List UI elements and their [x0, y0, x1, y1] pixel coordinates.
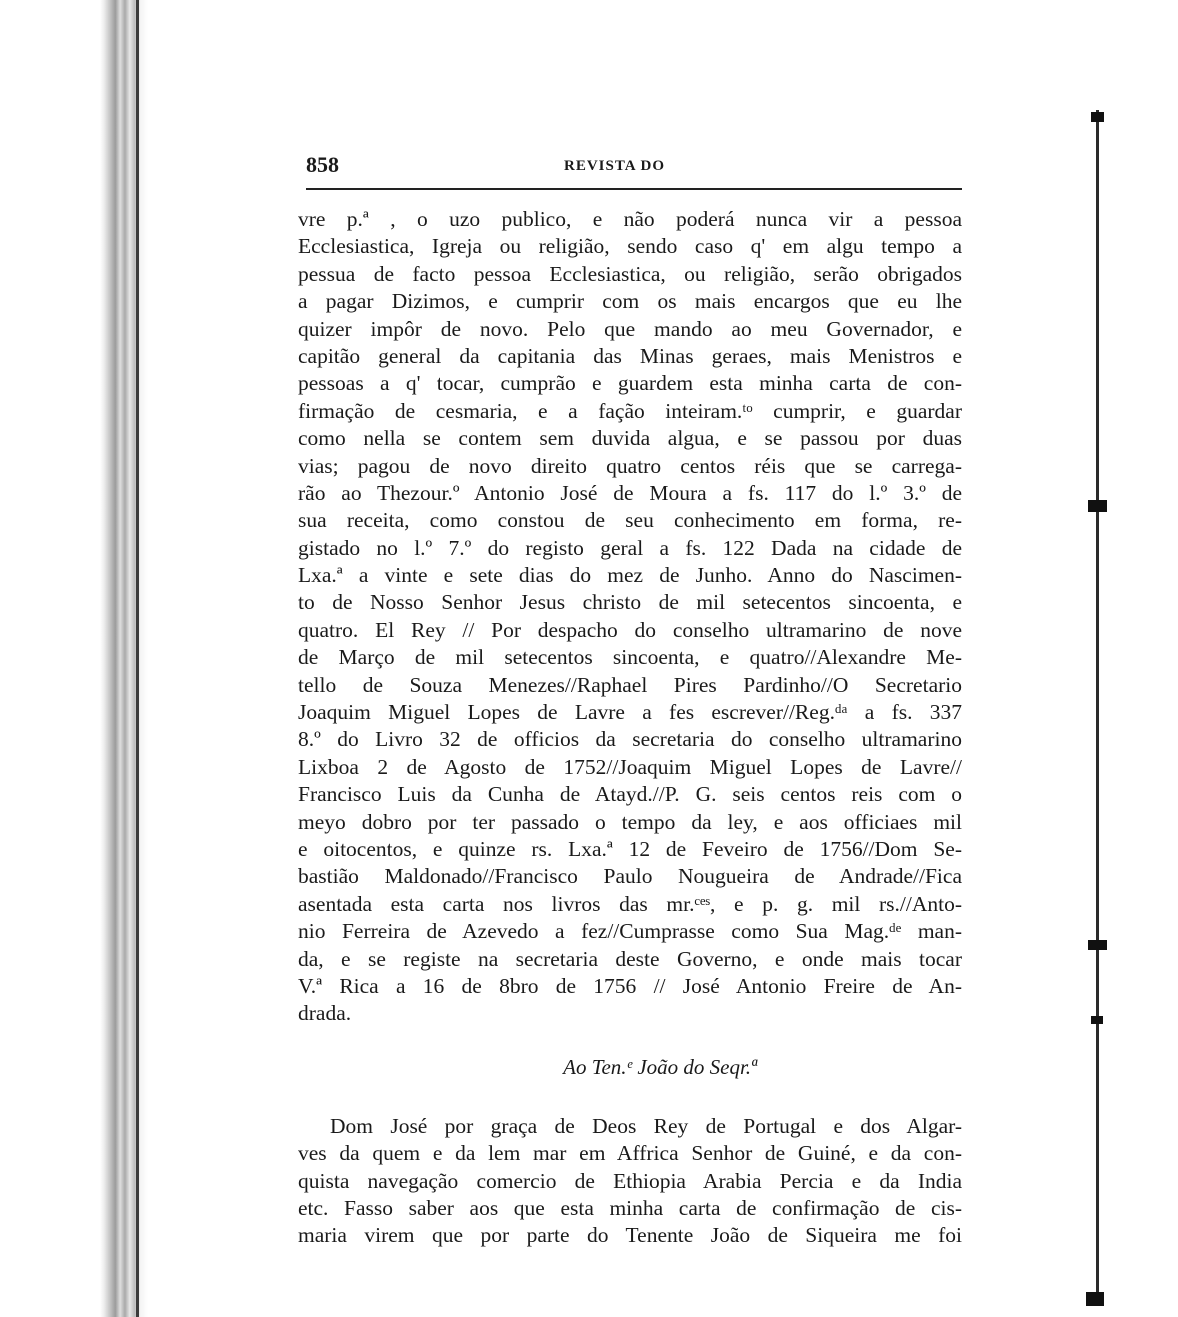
header-rule	[306, 188, 962, 190]
text-line: to de Nosso Senhor Jesus christo de mil setecentos sincoenta, e	[298, 590, 962, 615]
text-line: como nella se contem sem duvida algua, e se passou por duas	[298, 426, 962, 451]
text-line: Joaquim Miguel Lopes de Lavre a fes escrever//Reg.ᵈᵃ a fs. 337	[298, 700, 962, 725]
text-line: vre p.ª , o uzo publico, e não poderá nunca vir a pessoa	[298, 207, 962, 231]
text-line: capitão general da capitania das Minas geraes, mais Menistros e	[298, 343, 962, 368]
text-line: Lixboa 2 de Agosto de 1752//Joaquim Miguel Lopes de Lavre//	[298, 754, 962, 779]
page-number: 858	[306, 152, 339, 177]
book-spine-shadow	[100, 0, 148, 1317]
text-line: tello de Souza Menezes//Raphael Pires Pardinho//O Secretario	[298, 672, 962, 697]
text-line: quizer impôr de novo. Pelo que mando ao meu Governador, e	[298, 316, 962, 341]
margin-mark	[1086, 1292, 1104, 1306]
page-body	[298, 206, 962, 1250]
text-line: da, e se registe na secretaria deste Governo, e onde mais tocar	[298, 946, 962, 971]
text-line: etc. Fasso saber aos que esta minha carta de confirmação de cis-	[298, 1195, 962, 1220]
text-line: Dom José por graça de Deos Rey de Portugal e dos Algar-	[330, 1113, 962, 1138]
text-line: quatro. El Rey // Por despacho do conselho ultramarino de nove	[298, 617, 962, 642]
text-line: 8.º do Livro 32 de officios da secretaria do conselho ultramarino	[298, 727, 962, 752]
text-line: gistado no l.º 7.º do registo geral a fs. 122 Dada na cidade de	[298, 535, 962, 560]
text-line: sua receita, como constou de seu conhecimento em forma, re-	[298, 508, 962, 533]
text-line: V.ª Rica a 16 de 8bro de 1756 // José Antonio Freire de An-	[298, 973, 962, 998]
text-line: pessua de facto pessoa Ecclesiastica, ou religião, serão obrigados	[298, 261, 962, 286]
text-line: nio Ferreira de Azevedo a fez//Cumprasse como Sua Mag.ᵈᵉ man-	[298, 919, 962, 944]
text-line: Lxa.ª a vinte e sete dias do mez de Junho. Anno do Nascimen-	[298, 563, 962, 588]
text-line: bastião Maldonado//Francisco Paulo Nougueira de Andrade//Fica	[298, 864, 962, 889]
text-line: meyo dobro por ter passado o tempo da ley, e aos officiaes mil	[298, 809, 962, 834]
text-line: Ecclesiastica, Igreja ou religião, sendo caso q' em algu tempo a	[298, 234, 962, 259]
margin-mark	[1091, 112, 1104, 122]
page-header	[306, 152, 962, 192]
text-line: de Março de mil setecentos sincoenta, e quatro//Alexandre Me-	[298, 645, 962, 670]
text-line: pessoas a q' tocar, cumprão e guardem esta minha carta de con-	[298, 371, 962, 396]
text-line: quista navegação comercio de Ethiopia Arabia Percia e da India	[298, 1168, 962, 1193]
text-line: e oitocentos, e quinze rs. Lxa.ª 12 de Feveiro de 1756//Dom Se-	[298, 836, 962, 861]
margin-mark	[1088, 940, 1107, 950]
text-line: maria virem que por parte do Tenente João de Siqueira me foi	[298, 1223, 962, 1248]
text-line: asentada esta carta nos livros das mr.ᶜᵉˢ, e p. g. mil rs.//Anto-	[298, 891, 962, 916]
text-line: vias; pagou de novo direito quatro centos réis que se carrega-	[298, 453, 962, 478]
text-line: ves da quem e da lem mar em Affrica Senhor de Guiné, e da con-	[298, 1141, 962, 1166]
text-line: firmação de cesmaria, e a fação inteiram.ᵗᵒ cumprir, e guardar	[298, 398, 962, 423]
text-line: a pagar Dizimos, e cumprir com os mais encargos que eu lhe	[298, 289, 962, 314]
binding-edge	[136, 0, 139, 1317]
margin-mark	[1091, 1016, 1103, 1024]
section-heading: Ao Ten.ᵉ João do Seqr.ª	[563, 1054, 757, 1079]
right-margin-rule	[1096, 110, 1099, 1300]
text-line: Francisco Luis da Cunha de Atayd.//P. G. seis centos reis com o	[298, 782, 962, 807]
text-line: drada.	[298, 1001, 352, 1026]
margin-mark	[1088, 500, 1107, 512]
running-head: REVISTA DO	[564, 158, 665, 174]
text-line: rão ao Thezour.º Antonio José de Moura a fs. 117 do l.º 3.º de	[298, 480, 962, 505]
